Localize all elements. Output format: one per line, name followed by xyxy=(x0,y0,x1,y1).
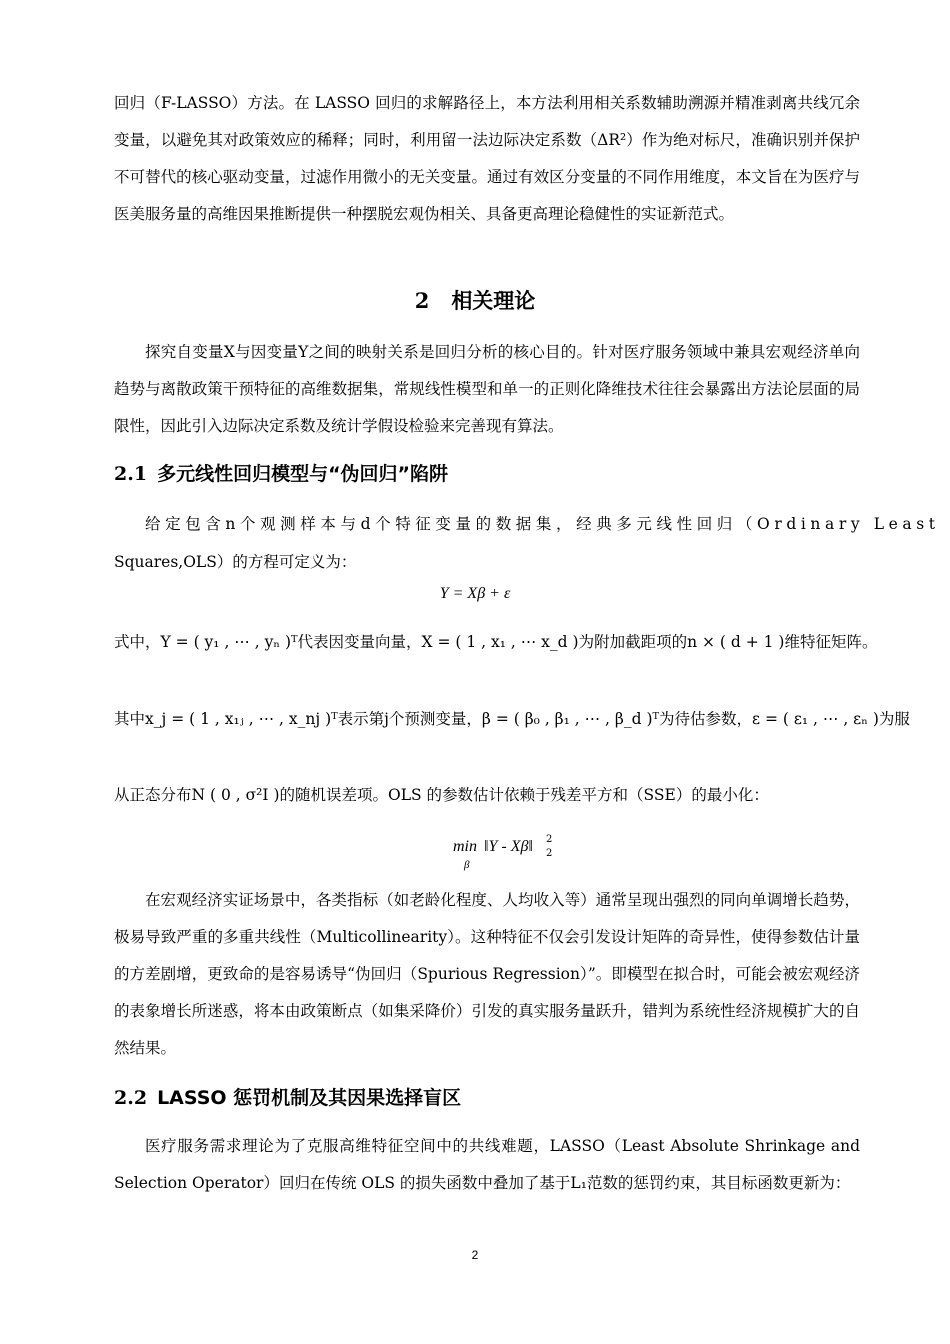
subsection-number: 2.1 xyxy=(114,463,148,485)
ols-intro-line-1: 给定包含n个观测样本与d个特征变量的数据集，经典多元线性回归（Ordinary Least xyxy=(145,515,940,533)
page-number: 2 xyxy=(471,1248,479,1262)
section-title: 相关理论 xyxy=(451,289,536,313)
vector-definition-line: 式中，Y = ( y₁ , ⋯ , yₙ )ᵀ代表因变量向量，X = ( 1 , x₁ , ⋯ x_d )为附加截距项的n × ( d + 1 )维特征矩阵。 xyxy=(114,633,878,651)
multicollinearity-paragraph: 在宏观经济实证场景中，各类指标（如老龄化程度、人均收入等）通常呈现出强烈的同向单调增长趋势，极易导致严重的多重共线性（Multicollinearity）。这种特征不仅会引发设计矩阵的奇异性，使得参数估计量的方差剧增，更致命的是容易诱导“伪回归（Spurious Regression）”。即模型在拟合时，可能会被宏观经济的表象增长所迷惑，将本由政策断点（如集采降价）引发的真实服务量跃升，错判为系统性经济规模扩大的自然结果。 xyxy=(114,891,860,1057)
ols-equation: Y = Xβ + ε xyxy=(439,585,511,602)
norm-expression: ‖Y - Xβ‖ xyxy=(484,838,533,855)
section2-paragraph: 探究自变量X与因变量Y之间的映射关系是回归分析的核心目的。针对医疗服务领域中兼具宏观经济单向趋势与离散政策干预特征的高维数据集，常规线性模型和单一的正则化降维技术往往会暴露出方法论层面的局限性，因此引入边际决定系数及统计学假设检验来完善现有算法。 xyxy=(114,343,860,435)
lasso-paragraph: 医疗服务需求理论为了克服高维特征空间中的共线难题，LASSO（Least Absolute Shrinkage and Selection Operator）回归在传统 OLS 的损失函数中叠加了基于L₁范数的惩罚约束，其目标函数更新为： xyxy=(114,1137,860,1192)
predictor-definition-line: 其中x_j = ( 1 , x₁ⱼ , ⋯ , x_nj )ᵀ表示第j个预测变量，β = ( β₀ , β₁ , ⋯ , β_d )ᵀ为待估参数，ε = ( ε₁ , ⋯ , εₙ )为服 xyxy=(114,710,910,728)
intro-paragraph: 回归（F-LASSO）方法。在 LASSO 回归的求解路径上，本方法利用相关系数辅助溯源并精准剥离共线冗余变量，以避免其对政策效应的稀释；同时，利用留一法边际决定系数（ΔR²）作为绝对标尺，准确识别并保护不可替代的核心驱动变量，过滤作用微小的无关变量。通过有效区分变量的不同作用维度，本文旨在为医疗与医美服务量的高维因果推断提供一种摆脱宏观伪相关、具备更高理论稳健性的实证新范式。 xyxy=(114,94,860,223)
min-operator: min xyxy=(453,838,477,855)
section-heading-2 xyxy=(0,285,950,315)
subsection-heading-2-1 xyxy=(114,459,448,486)
subsection-number: 2.2 xyxy=(114,1087,148,1109)
sse-minimization-equation xyxy=(453,832,593,876)
min-subscript: β xyxy=(464,859,470,871)
norm-subscript: 2 xyxy=(546,848,553,859)
section-number: 2 xyxy=(414,288,430,313)
subsection-title: LASSO 惩罚机制及其因果选择盲区 xyxy=(157,1087,462,1109)
subsection-heading-2-2 xyxy=(114,1083,461,1110)
norm-superscript: 2 xyxy=(546,834,553,845)
ols-intro-line-2: Squares,OLS）的方程可定义为： xyxy=(114,553,357,571)
error-definition-line: 从正态分布N ( 0 , σ²I )的随机误差项。OLS 的参数估计依赖于残差平方和（SSE）的最小化： xyxy=(114,786,769,804)
subsection-title: 多元线性回归模型与“伪回归”陷阱 xyxy=(157,463,449,485)
